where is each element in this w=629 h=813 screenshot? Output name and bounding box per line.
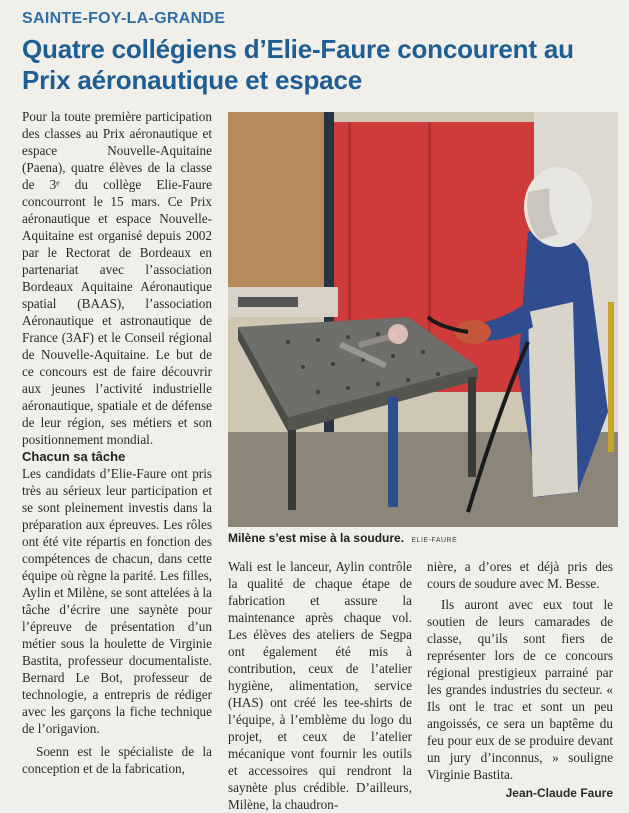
article-headline: Quatre collégiens d’Elie-Faure concourent au Prix aéronautique et espace <box>22 34 574 95</box>
article-column-1 <box>22 108 212 777</box>
article-intro-paragraph: Pour la toute première participation des classes au Prix aéronautique et espace Nouvelle-Aquitaine (Paena), quatre élèves de la classe de 3ᵉ du collège Elie-Faure concourront le 15 mars. Ce Prix aéronautique et espace Nouvelle-Aquitaine est organisé depuis 2002 par le Rectorat de Bordeaux en partenariat avec l’association Bordeaux Aquitaine Aéronautique spatial (BAAS), l’association Aéronautique et astronautique de France (3AF) et le Conseil régional de Nouvelle-Aquitaine. Le but de ce concours est de faire découvrir aux jeunes l’activité industrielle aéronautique, spatiale et de défense de leur région, ses métiers et son positionnement mondial. <box>22 109 212 447</box>
article-column-2 <box>228 558 412 813</box>
article-author: Jean-Claude Faure <box>505 786 613 800</box>
article-paragraph: Soenn est le spécialiste de la conception et de la fabrication, <box>22 744 212 776</box>
photo-credit: ELIE-FAURE <box>411 537 458 544</box>
article-paragraph: Wali est le lanceur, Aylin contrôle la qualité de chaque étape de fabrication et assure la maintenance après chaque vol. Les élèves des ateliers de Segpa ont également été mis à contribution, ceux de l’atelier hygiène, alimentation, service (HAS) ont créé les tee-shirts de l’équipe, à l’emblème du logo du projet, et ceux de l’atelier mécanique vont fournir les outils et accessoires qui rendront la saynète plus crédible. D’ailleurs, Milène, la chaudron- <box>228 559 412 812</box>
photo-caption-text: Milène s’est mise à la soudure. <box>228 531 405 545</box>
welding-photo-illustration <box>228 112 618 527</box>
article-paragraph: nière, a d’ores et déjà pris des cours de soudure avec M. Besse. <box>427 559 613 591</box>
article-paragraph: Les candidats d’Elie-Faure ont pris très au sérieux leur participation et se sont pleinement investis dans la préparation aux épreuves. Les rôles ont été vite répartis en fonction des compétences de chacun, dans cette équipe où règne la parité. Les filles, Aylin et Milène, se sont attelées à la tâche d’écrire une saynète pour l’épreuve de présentation d’un métier sous la houlette de Virginie Bastita, professeur documentaliste. Bernard Le Bot, professeur de technologie, a entrepris de rédiger avec les garçons la fiche technique de l’origavion. <box>22 466 212 736</box>
photo-caption <box>228 531 618 545</box>
article-kicker: SAINTE-FOY-LA-GRANDE <box>22 10 226 27</box>
article-column-3 <box>427 558 613 802</box>
article-subheading: Chacun sa tâche <box>22 449 126 464</box>
article-paragraph: Ils auront avec eux tout le soutien de leurs camarades de classe, qu’ils sont fiers de représenter lors de ce concours régional prestigieux parrainé par les grandes industries du secteur. « Ils ont le trac et sont un peu angoissés, ce sera un baptême du feu pour eux de se produire devant un jury d’inconnus, » souligne Virginie Bastita. <box>427 597 613 782</box>
welding-photo <box>228 112 618 527</box>
